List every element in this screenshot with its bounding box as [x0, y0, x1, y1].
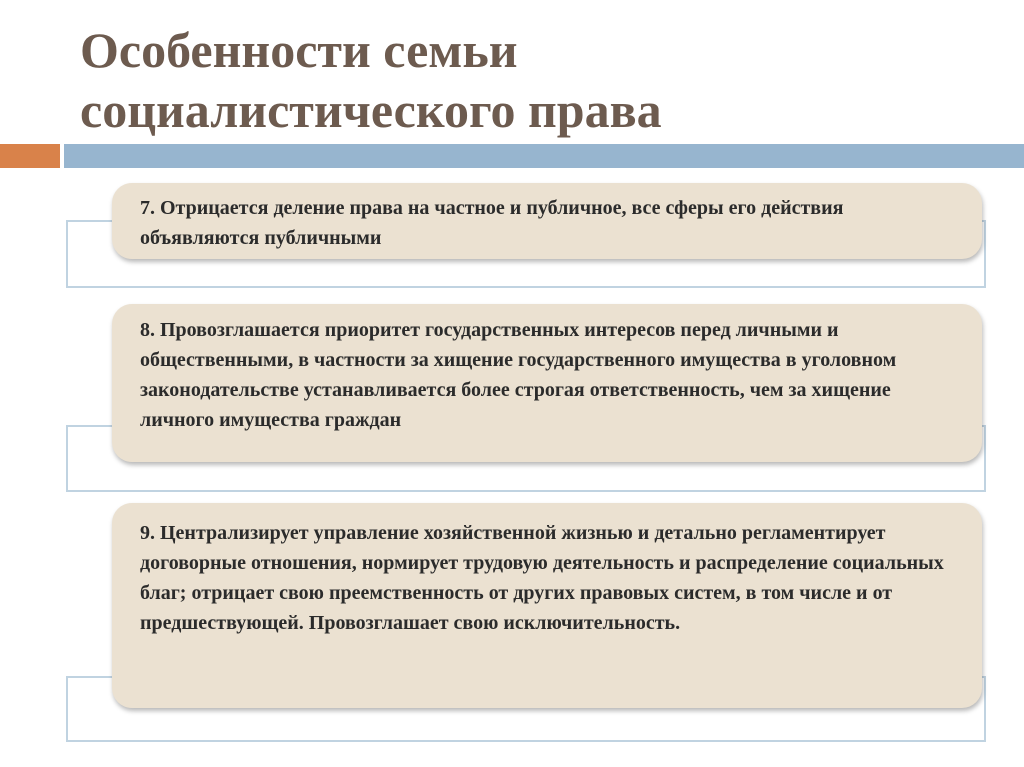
- item-7-text: 7. Отрицается деление права на частное и публичное, все сферы его действия объявляются публичными: [140, 197, 844, 249]
- item-9-card: [112, 503, 982, 708]
- title-accent-blue-bar: [64, 144, 1024, 168]
- title-line-1: Особенности семьи: [80, 22, 518, 78]
- item-8-card: [112, 304, 982, 462]
- item-8-text: 8. Провозглашается приоритет государственных интересов перед личными и общественными, в частности за хищение государственного имущества в уголовном законодательстве устанавливается более строгая ответственность, чем за хищение личного имущества граждан: [140, 319, 897, 431]
- item-7-card: [112, 183, 982, 259]
- slide-title: [80, 20, 980, 140]
- item-9-text: 9. Централизирует управление хозяйственной жизнью и детально регламентирует договорные отношения, нормирует трудовую деятельность и распределение социальных благ; отрицает свою преемственность от других правовых систем, в том числе и от предшествующей. Провозглашает свою исключительность.: [140, 522, 944, 634]
- title-accent-orange-bar: [0, 144, 60, 168]
- title-line-2: социалистического права: [80, 82, 662, 138]
